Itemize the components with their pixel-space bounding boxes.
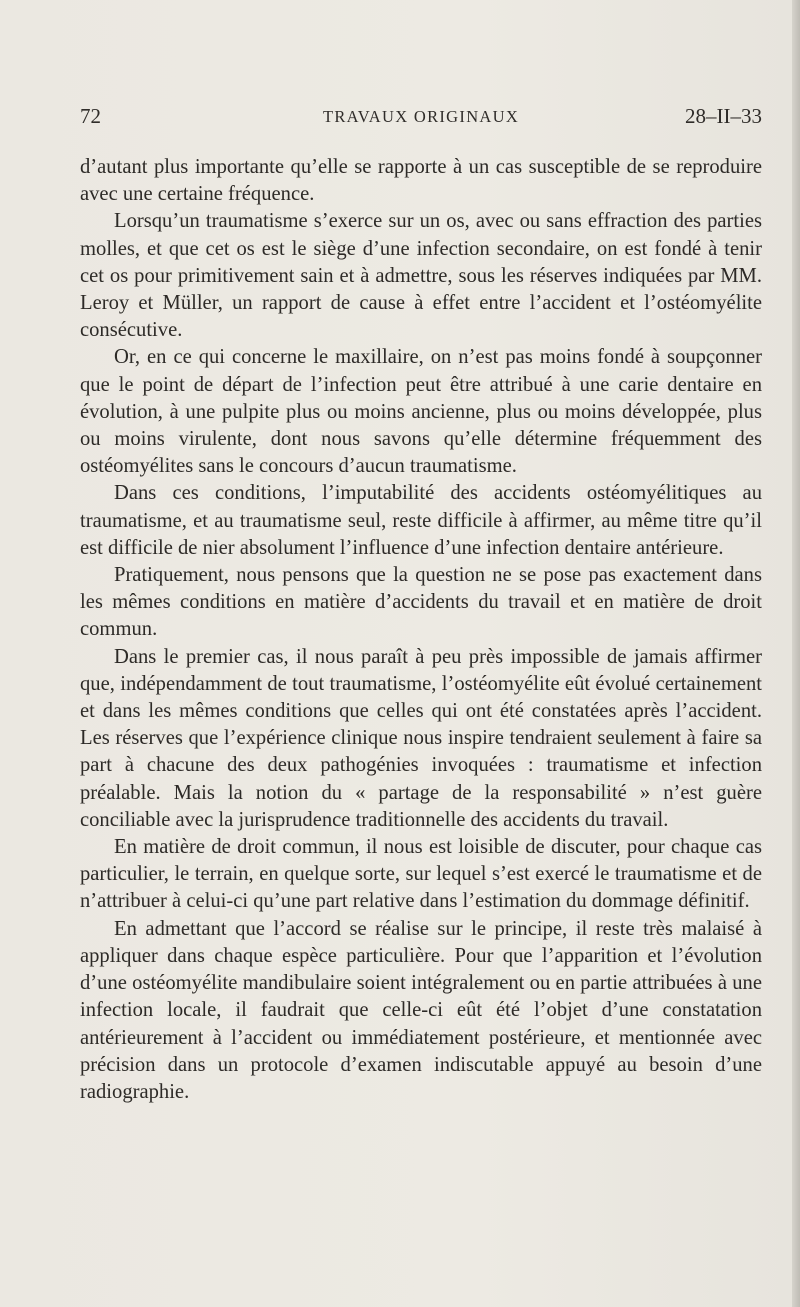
page-edge bbox=[792, 0, 800, 1307]
paragraph-4: Dans ces conditions, l’imputabilité des accidents ostéomyélitiques au traumatisme, et au traumatisme seul, reste difficile à affirmer, au même titre qu’il est difficile de nier absolument l’influence d’une infection dentaire antérieure. bbox=[80, 482, 762, 559]
running-header bbox=[80, 104, 762, 134]
paragraph-1: d’autant plus importante qu’elle se rapporte à un cas susceptible de se reproduire avec une certaine fréquence. bbox=[80, 156, 762, 206]
paragraph-5: Pratiquement, nous pensons que la question ne se pose pas exactement dans les mêmes conditions en matière d’accidents du travail et en matière de droit commun. bbox=[80, 564, 762, 641]
paragraph-3: Or, en ce qui concerne le maxillaire, on n’est pas moins fondé à soupçonner que le point de départ de l’infection peut être attribué à une carie dentaire en évolution, à une pulpite plus ou moins ancienne, plus ou moins développée, plus ou moins virulente, dont nous savons qu’elle détermine fréquemment des ostéomyélites sans le concours d’aucun traumatisme. bbox=[80, 346, 762, 478]
issue-date: 28–II–33 bbox=[685, 104, 762, 128]
page-number: 72 bbox=[80, 104, 101, 128]
running-title: TRAVAUX ORIGINAUX bbox=[322, 107, 520, 126]
paragraph-7: En matière de droit commun, il nous est loisible de discuter, pour chaque cas particulier, le terrain, en quelque sorte, sur lequel s’est exercé le traumatisme et de n’attribuer à celui-ci qu’une part relative dans l’estimation du dommage définitif. bbox=[80, 836, 762, 913]
article-body bbox=[80, 154, 762, 1106]
paragraph-2: Lorsqu’un traumatisme s’exerce sur un os, avec ou sans effraction des parties molles, et que cet os est le siège d’une infection secondaire, on est fondé à tenir cet os pour primitivement sain et à admettre, sous les réserves indiquées par MM. Leroy et Müller, un rapport de cause à effet entre l’accident et l’ostéomyélite consécutive. bbox=[80, 210, 762, 342]
paragraph-8: En admettant que l’accord se réalise sur le principe, il reste très malaisé à appliquer dans chaque espèce particulière. Pour que l’apparition et l’évolution d’une ostéomyélite mandibulaire soient intégralement ou en partie attribuées à une infection locale, il faudrait que celle-ci eût été l’objet d’une constatation antérieurement à l’accident ou immédiatement postérieure, et mentionnée avec précision dans un protocole d’examen indiscutable appuyé au besoin d’une radiographie. bbox=[80, 917, 762, 1103]
paragraph-6: Dans le premier cas, il nous paraît à peu près impossible de jamais affirmer que, indépendamment de tout traumatisme, l’ostéomyélite eût évolué certainement et dans les mêmes conditions que celles qui ont été constatées après l’accident. Les réserves que l’expérience clinique nous inspire tendraient seulement à faire sa part à chacune des deux pathogénies invoquées : traumatisme et infection préalable. Mais la notion du « partage de la responsabilité » n’est guère conciliable avec la jurisprudence traditionnelle des accidents du travail. bbox=[80, 645, 762, 831]
